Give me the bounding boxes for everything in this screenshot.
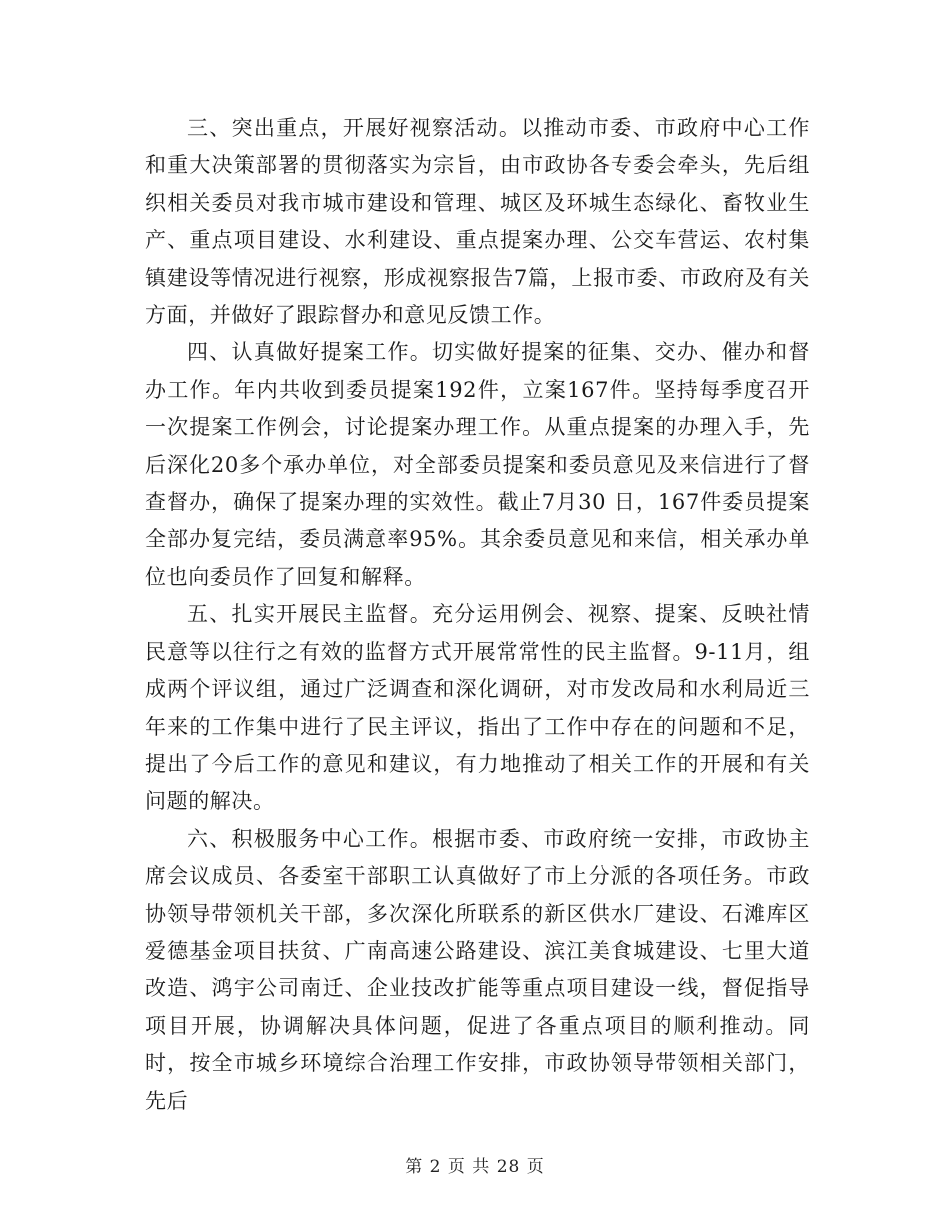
paragraph-supervision: 五、扎实开展民主监督。充分运用例会、视察、提案、反映社情民意等以往行之有效的监督方式开展常常性的民主监督。9-11月，组成两个评议组，通过广泛调查和深化调研，对市发改局和水利局近三年来的工作集中进行了民主评议，指出了工作中存在的问题和不足，提出了今后工作的意见和建议，有力地推动了相关工作的开展和有关问题的解决。	[145, 602, 810, 814]
document-body	[145, 110, 810, 1120]
paragraph-proposals: 四、认真做好提案工作。切实做好提案的征集、交办、催办和督办工作。年内共收到委员提案192件，立案167件。坚持每季度召开一次提案工作例会，讨论提案办理工作。从重点提案的办理入手，先后深化20多个承办单位，对全部委员提案和委员意见及来信进行了督查督办，确保了提案办理的实效性。截止7月30 日，167件委员提案全部办复完结，委员满意率95%。其余委员意见和来信，相关承办单位也向委员作了回复和解释。	[145, 340, 810, 589]
page-number-label: 第 2 页 共 28 页	[405, 1157, 545, 1177]
page-footer	[0, 1152, 950, 1177]
paragraph-service: 六、积极服务中心工作。根据市委、市政府统一安排，市政协主席会议成员、各委室干部职工认真做好了市上分派的各项任务。市政协领导带领机关干部，多次深化所联系的新区供水厂建设、石滩库区爱德基金项目扶贫、广南高速公路建设、滨江美食城建设、七里大道改造、鸿宇公司南迁、企业技改扩能等重点项目建设一线，督促指导项目开展，协调解决具体问题，促进了各重点项目的顺利推动。同时，按全市城乡环境综合治理工作安排，市政协领导带领相关部门，先后	[145, 826, 810, 1113]
paragraph-inspection: 三、突出重点，开展好视察活动。以推动市委、市政府中心工作和重大决策部署的贯彻落实为宗旨，由市政协各专委会牵头，先后组织相关委员对我市城市建设和管理、城区及环城生态绿化、畜牧业生产、重点项目建设、水利建设、重点提案办理、公交车营运、农村集镇建设等情况进行视察，形成视察报告7篇，上报市委、市政府及有关方面，并做好了跟踪督办和意见反馈工作。	[145, 116, 810, 328]
